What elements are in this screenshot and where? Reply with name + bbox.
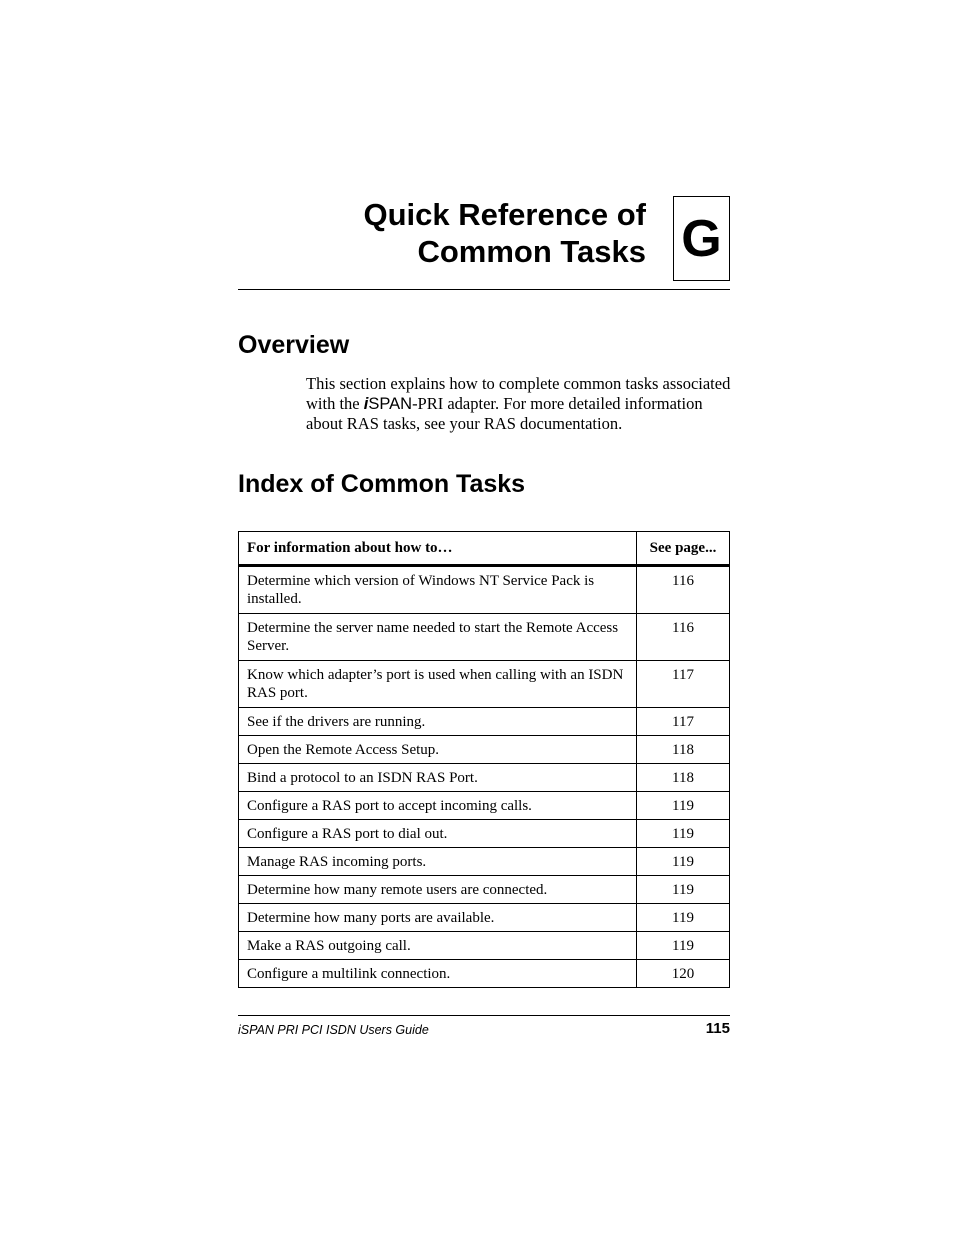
- table-row: [239, 736, 730, 764]
- chapter-title-line1: Quick Reference of: [363, 197, 646, 232]
- page-cell: 119: [637, 792, 730, 820]
- tasks-table: [238, 531, 730, 988]
- task-cell: Configure a RAS port to dial out.: [239, 820, 637, 848]
- page-cell: 119: [637, 848, 730, 876]
- brand-span: SPAN: [368, 395, 413, 413]
- task-cell: Determine how many remote users are connected.: [239, 876, 637, 904]
- chapter-letter: G: [681, 209, 722, 268]
- table-row: [239, 848, 730, 876]
- table-header-row: [239, 532, 730, 566]
- overview-heading: Overview: [238, 331, 350, 359]
- column-header-page: See page...: [637, 532, 730, 566]
- task-cell: Know which adapter’s port is used when calling with an ISDN RAS port.: [239, 661, 637, 708]
- table-row: [239, 764, 730, 792]
- table-row: [239, 876, 730, 904]
- page-cell: 117: [637, 708, 730, 736]
- title-divider: [238, 289, 730, 290]
- overview-text-before: This section explains how to complete common tasks associated with the: [306, 374, 731, 413]
- chapter-title: [238, 196, 646, 270]
- footer-guide-title: iSPAN PRI PCI ISDN Users Guide: [238, 1023, 429, 1037]
- page-cell: 119: [637, 904, 730, 932]
- table-row: [239, 566, 730, 614]
- table-row: [239, 932, 730, 960]
- task-cell: Configure a RAS port to accept incoming calls.: [239, 792, 637, 820]
- task-cell: Determine which version of Windows NT Service Pack is installed.: [239, 566, 637, 614]
- table-row: [239, 960, 730, 988]
- page-cell: 118: [637, 736, 730, 764]
- overview-paragraph: [306, 374, 736, 434]
- table-row: [239, 904, 730, 932]
- page-cell: 119: [637, 820, 730, 848]
- task-cell: Determine how many ports are available.: [239, 904, 637, 932]
- chapter-letter-box: [673, 196, 730, 281]
- table-row: [239, 792, 730, 820]
- page-cell: 120: [637, 960, 730, 988]
- page-cell: 119: [637, 932, 730, 960]
- brand-i: i: [363, 395, 369, 413]
- task-cell: Bind a protocol to an ISDN RAS Port.: [239, 764, 637, 792]
- task-cell: Determine the server name needed to start the Remote Access Server.: [239, 614, 637, 661]
- task-cell: See if the drivers are running.: [239, 708, 637, 736]
- page-cell: 119: [637, 876, 730, 904]
- overview-text-after: -PRI adapter. For more detailed information about RAS tasks, see your RAS documentation.: [306, 394, 703, 433]
- page-cell: 116: [637, 614, 730, 661]
- table-row: [239, 614, 730, 661]
- task-cell: Open the Remote Access Setup.: [239, 736, 637, 764]
- task-cell: Make a RAS outgoing call.: [239, 932, 637, 960]
- page-cell: 116: [637, 566, 730, 614]
- table-row: [239, 708, 730, 736]
- task-cell: Configure a multilink connection.: [239, 960, 637, 988]
- page-cell: 118: [637, 764, 730, 792]
- footer-divider: [238, 1015, 730, 1016]
- table-row: [239, 820, 730, 848]
- page-number: 115: [705, 1020, 730, 1037]
- column-header-task: For information about how to…: [239, 532, 637, 566]
- table-row: [239, 661, 730, 708]
- page-cell: 117: [637, 661, 730, 708]
- index-heading: Index of Common Tasks: [238, 470, 526, 498]
- chapter-title-line2: Common Tasks: [417, 234, 646, 269]
- task-cell: Manage RAS incoming ports.: [239, 848, 637, 876]
